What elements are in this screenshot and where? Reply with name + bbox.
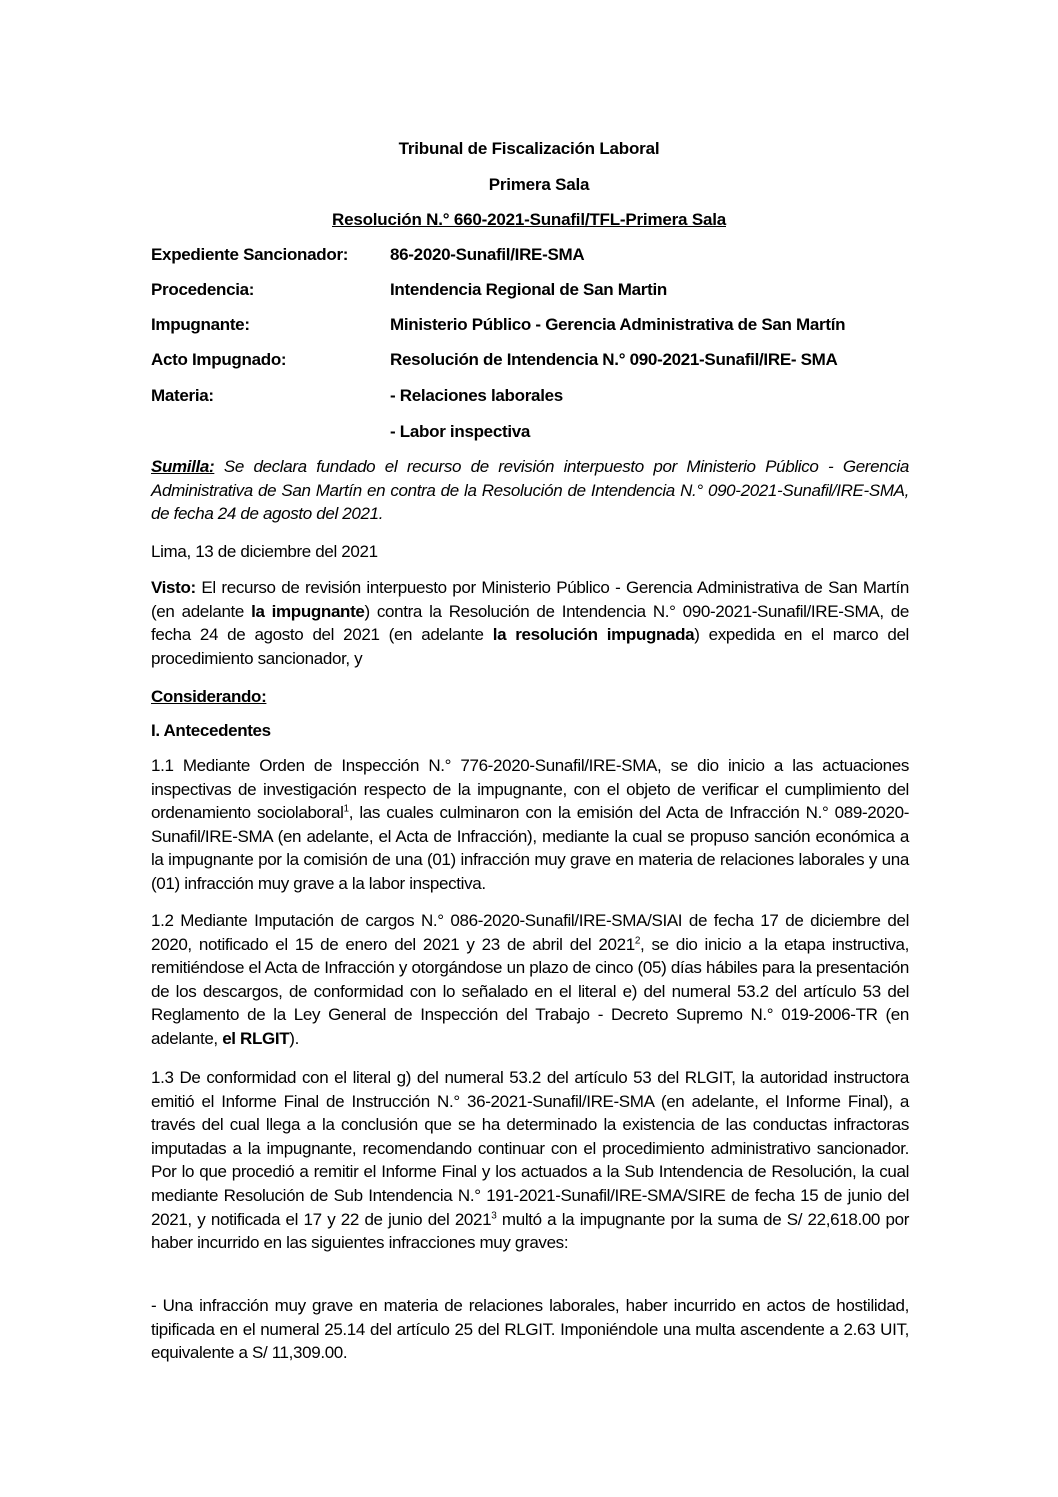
- tribunal-title: Tribunal de Fiscalización Laboral: [398, 139, 660, 158]
- paragraph-text: 1.3 De conformidad con el literal g) del numeral 53.2 del artículo 53 del RLGIT, la autoridad instructora emitió el Informe Final de Instrucción N.° 36-2021-Sunafil/IRE-SMA (en adelante, el Informe Final), a través del cual llega a la conclusión que se ha determinado la existencia de las conductas infractoras imputadas a la impugnante, recomendando continuar con el procedimiento administrativo sancionador. Por lo que procedió a remitir el Informe Final y los actuados a la Sub Intendencia de Resolución, la cual mediante Resolución de Sub Intendencia N.° 191-2021-Sunafil/IRE-SMA/SIRE de fecha 15 de junio del 2021, y notificada el 17 y 22 de junio del 2021: [151, 1068, 909, 1229]
- paragraph-1-3: [151, 1066, 909, 1255]
- meta-value: Resolución de Intendencia N.° 090-2021-Sunafil/IRE- SMA: [390, 350, 838, 369]
- sumilla-label: Sumilla:: [151, 457, 215, 476]
- meta-label: Impugnante:: [151, 315, 250, 334]
- antecedentes-heading: I. Antecedentes: [151, 721, 271, 740]
- visto-text: El recurso de revisión interpuesto por Ministerio Público - Gerencia Administrativa de San Martín (en adelante: [151, 578, 909, 621]
- meta-value: 86-2020-Sunafil/IRE-SMA: [390, 245, 585, 264]
- paragraph-text: 1.1 Mediante Orden de Inspección N.° 776-2020-Sunafil/IRE-SMA, se dio inicio a las actuaciones inspectivas de investigación respecto de la impugnante, con el objeto de verificar el cumplimiento del ordenamiento sociolaboral: [151, 756, 909, 823]
- meta-label: Acto Impugnado:: [151, 350, 287, 369]
- footnote-ref: 3: [491, 1209, 497, 1221]
- paragraph-1-1: [151, 754, 909, 896]
- visto-text: ) expedida en el marco del procedimiento sancionador, y: [151, 625, 909, 668]
- visto-text: ) contra la Resolución de Intendencia N.° 090-2021-Sunafil/IRE-SMA, de fecha 24 de agosto del 2021 (en adelante: [151, 601, 909, 645]
- meta-label: Expediente Sancionador:: [151, 245, 349, 264]
- footnote-ref: 2: [634, 934, 641, 946]
- sala-title: Primera Sala: [488, 175, 590, 194]
- paragraph-text: , las cuales culminaron con la emisión del Acta de Infracción N.° 089-2020-Sunafil/IRE-SMA (en adelante, el Acta de Infracción), mediante la cual se propuso sanción económica a la impugnante por la comisión de una (01) infracción muy grave en materia de relaciones laborales y una (01) infracción muy grave a la labor inspectiva.: [151, 803, 910, 893]
- paragraph-text: ).: [289, 1028, 299, 1048]
- sumilla-text: Se declara fundado el recurso de revisión interpuesto por Ministerio Público - Gerencia Administrativa de San Martín en contra de la Resolución de Intendencia N.° 090-2021-Sunafil/IRE-SMA, de fecha 24 de agosto del 2021.: [151, 457, 909, 524]
- visto-bold: la resolución impugnada: [492, 625, 695, 645]
- visto-bold: la impugnante: [251, 601, 365, 621]
- footnote-ref: 1: [343, 803, 349, 815]
- visto-label: Visto:: [151, 578, 196, 597]
- paragraph-text: 1.2 Mediante Imputación de cargos N.° 086-2020-Sunafil/IRE-SMA/SIAI de fecha 17 de diciembre del 2020, notificado el 15 de enero del 2021 y 23 de abril del 2021: [151, 911, 909, 954]
- paragraph-text: , se dio inicio a la etapa instructiva, remitiéndose el Acta de Infracción y otorgándose un plazo de cinco (05) días hábiles para la presentación de los descargos, de conformidad con lo señalado en el literal e) del numeral 53.2 del artículo 53 del Reglamento de la Ley General de Inspección del Trabajo - Decreto Supremo N.° 019-2006-TR (en adelante,: [151, 934, 909, 1048]
- visto-paragraph: [151, 576, 909, 670]
- document-date: Lima, 13 de diciembre del 2021: [151, 542, 378, 561]
- paragraph-bold: el RLGIT: [222, 1028, 290, 1048]
- considerando-heading: Considerando:: [151, 687, 267, 706]
- meta-label: Materia:: [151, 386, 214, 405]
- meta-value: Intendencia Regional de San Martin: [390, 280, 667, 299]
- paragraph-1-2: [151, 909, 909, 1051]
- resolution-number: Resolución N.° 660-2021-Sunafil/TFL-Primera Sala: [332, 210, 726, 229]
- meta-value: - Labor inspectiva: [390, 422, 531, 441]
- paragraph-text: multó a la impugnante por la suma de S/ 22,618.00 por haber incurrido en las siguientes infracciones muy graves:: [151, 1209, 910, 1253]
- meta-value: Ministerio Público - Gerencia Administrativa de San Martín: [390, 315, 846, 334]
- sumilla-paragraph: [151, 455, 909, 526]
- paragraph-1-4: - Una infracción muy grave en materia de relaciones laborales, haber incurrido en actos de hostilidad, tipificada en el numeral 25.14 del artículo 25 del RLGIT. Imponiéndole una multa ascendente a 2.63 UIT, equivalente a S/ 11,309.00.: [151, 1296, 909, 1363]
- meta-value: - Relaciones laborales: [390, 386, 563, 405]
- meta-label: Procedencia:: [151, 280, 255, 299]
